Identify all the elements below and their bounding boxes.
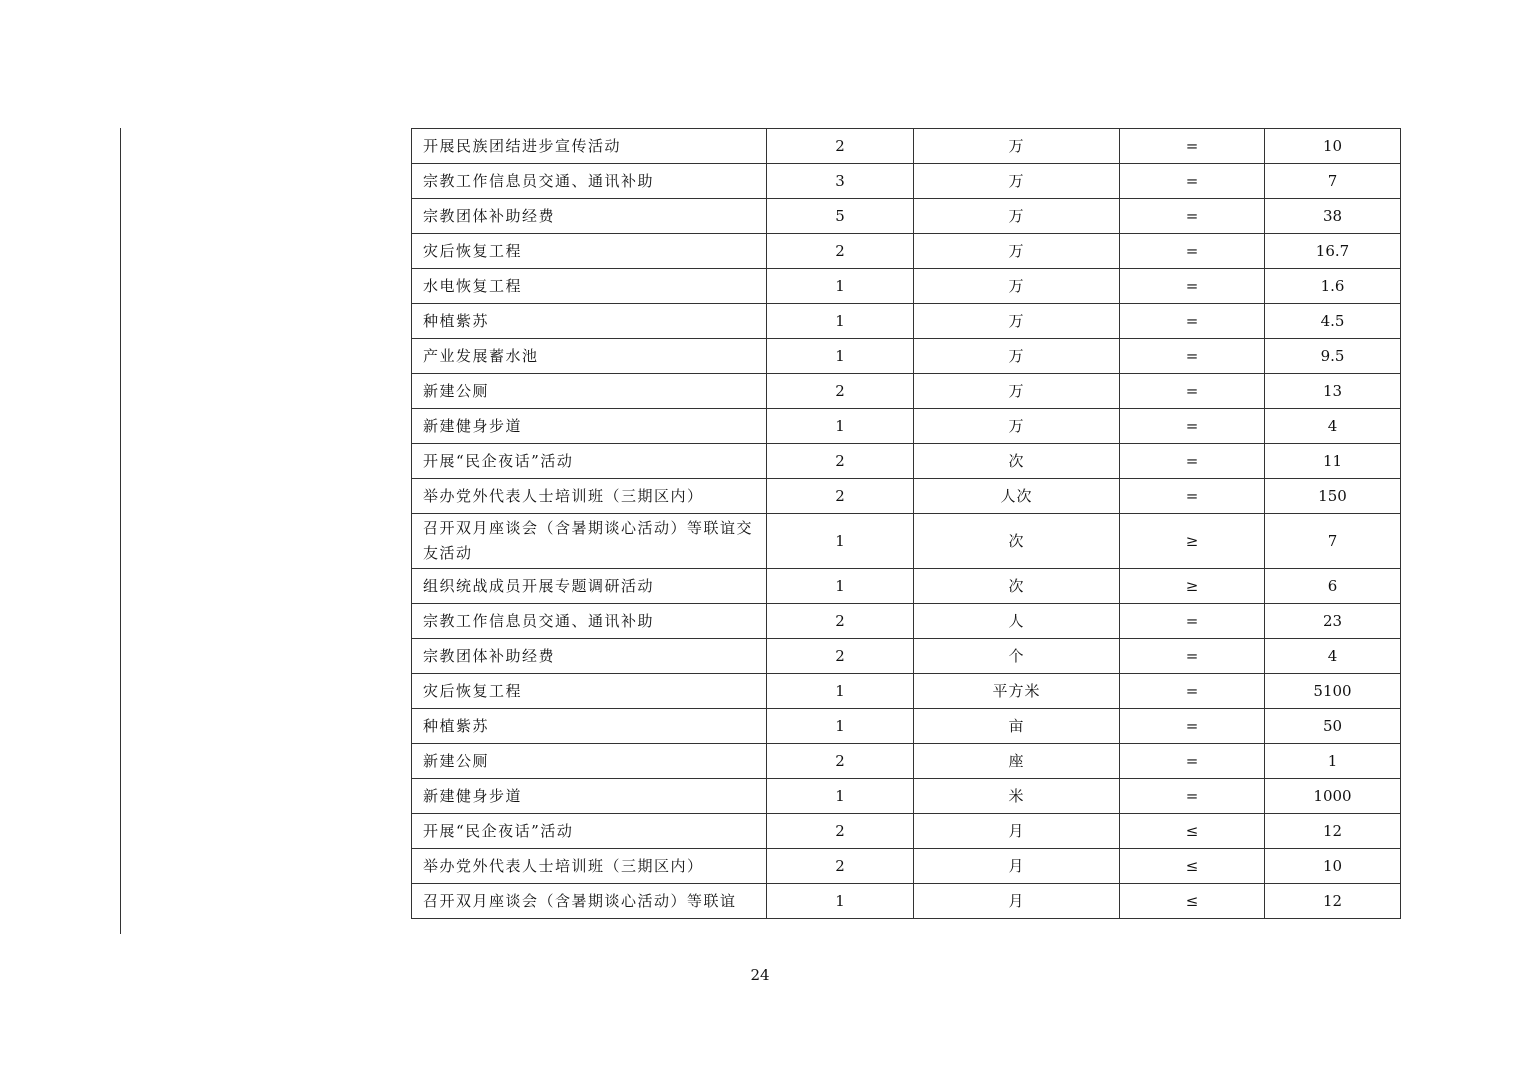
table-row [412,164,1401,199]
indicator-name-cell: 宗教团体补助经费 [412,199,767,234]
unit-cell: 万 [914,234,1120,269]
target-value-cell: 7 [1265,164,1401,199]
table-row [412,304,1401,339]
unit-cell: 万 [914,164,1120,199]
table-row [412,604,1401,639]
indicator-name-cell: 举办党外代表人士培训班（三期区内） [412,479,767,514]
indicator-name-cell: 种植紫苏 [412,709,767,744]
table-row [412,674,1401,709]
table-row [412,234,1401,269]
quantity-cell: 2 [767,849,914,884]
target-value-cell: 1 [1265,744,1401,779]
quantity-cell: 1 [767,409,914,444]
quantity-cell: 1 [767,709,914,744]
unit-cell: 人 [914,604,1120,639]
target-value-cell: 150 [1265,479,1401,514]
operator-cell: = [1120,709,1265,744]
target-value-cell: 7 [1265,514,1401,569]
indicator-name-cell: 新建公厕 [412,744,767,779]
unit-cell: 万 [914,129,1120,164]
operator-cell: = [1120,129,1265,164]
indicator-name-cell: 举办党外代表人士培训班（三期区内） [412,849,767,884]
unit-cell: 人次 [914,479,1120,514]
operator-cell: = [1120,234,1265,269]
quantity-cell: 2 [767,129,914,164]
target-value-cell: 4 [1265,409,1401,444]
operator-cell: = [1120,479,1265,514]
unit-cell: 月 [914,814,1120,849]
unit-cell: 米 [914,779,1120,814]
indicator-table-body [412,129,1401,919]
quantity-cell: 1 [767,884,914,919]
target-value-cell: 6 [1265,569,1401,604]
indicator-name-cell: 灾后恢复工程 [412,674,767,709]
target-value-cell: 50 [1265,709,1401,744]
target-value-cell: 5100 [1265,674,1401,709]
unit-cell: 次 [914,569,1120,604]
operator-cell: ≥ [1120,514,1265,569]
operator-cell: = [1120,199,1265,234]
quantity-cell: 2 [767,744,914,779]
unit-cell: 次 [914,514,1120,569]
quantity-cell: 2 [767,639,914,674]
operator-cell: = [1120,164,1265,199]
unit-cell: 万 [914,269,1120,304]
unit-cell: 万 [914,339,1120,374]
table-row [412,479,1401,514]
quantity-cell: 1 [767,304,914,339]
indicator-name-cell: 新建健身步道 [412,409,767,444]
unit-cell: 月 [914,849,1120,884]
unit-cell: 万 [914,409,1120,444]
table-row [412,269,1401,304]
table-row [412,409,1401,444]
quantity-cell: 1 [767,269,914,304]
indicator-name-cell: 开展民族团结进步宣传活动 [412,129,767,164]
table-row [412,849,1401,884]
table-row [412,639,1401,674]
quantity-cell: 5 [767,199,914,234]
indicator-name-cell: 宗教团体补助经费 [412,639,767,674]
page-number: 24 [750,966,770,984]
quantity-cell: 2 [767,444,914,479]
table-row [412,709,1401,744]
target-value-cell: 12 [1265,884,1401,919]
indicator-name-cell: 新建健身步道 [412,779,767,814]
table-row [412,779,1401,814]
unit-cell: 座 [914,744,1120,779]
operator-cell: = [1120,269,1265,304]
unit-cell: 平方米 [914,674,1120,709]
quantity-cell: 2 [767,234,914,269]
target-value-cell: 9.5 [1265,339,1401,374]
quantity-cell: 2 [767,604,914,639]
target-value-cell: 16.7 [1265,234,1401,269]
target-value-cell: 4 [1265,639,1401,674]
quantity-cell: 1 [767,339,914,374]
unit-cell: 次 [914,444,1120,479]
unit-cell: 个 [914,639,1120,674]
target-value-cell: 13 [1265,374,1401,409]
indicator-name-cell: 召开双月座谈会（含暑期谈心活动）等联谊交友活动 [412,514,767,569]
operator-cell: = [1120,674,1265,709]
table-row [412,374,1401,409]
unit-cell: 万 [914,199,1120,234]
indicator-name-cell: 水电恢复工程 [412,269,767,304]
target-value-cell: 10 [1265,129,1401,164]
operator-cell: = [1120,604,1265,639]
unit-cell: 万 [914,374,1120,409]
indicator-name-cell: 开展“民企夜话”活动 [412,814,767,849]
table-row [412,884,1401,919]
operator-cell: ≤ [1120,849,1265,884]
indicator-table [411,128,1401,919]
target-value-cell: 38 [1265,199,1401,234]
target-value-cell: 11 [1265,444,1401,479]
operator-cell: = [1120,374,1265,409]
target-value-cell: 4.5 [1265,304,1401,339]
target-value-cell: 12 [1265,814,1401,849]
quantity-cell: 1 [767,779,914,814]
indicator-name-cell: 召开双月座谈会（含暑期谈心活动）等联谊 [412,884,767,919]
indicator-name-cell: 宗教工作信息员交通、通讯补助 [412,164,767,199]
target-value-cell: 10 [1265,849,1401,884]
indicator-name-cell: 新建公厕 [412,374,767,409]
unit-cell: 万 [914,304,1120,339]
table-row [412,199,1401,234]
operator-cell: = [1120,779,1265,814]
operator-cell: = [1120,304,1265,339]
quantity-cell: 2 [767,479,914,514]
quantity-cell: 2 [767,374,914,409]
unit-cell: 亩 [914,709,1120,744]
table-row [412,129,1401,164]
target-value-cell: 1000 [1265,779,1401,814]
table-row [412,444,1401,479]
indicator-name-cell: 开展“民企夜话”活动 [412,444,767,479]
left-margin-rule [120,128,121,934]
target-value-cell: 1.6 [1265,269,1401,304]
operator-cell: ≤ [1120,814,1265,849]
quantity-cell: 2 [767,814,914,849]
quantity-cell: 1 [767,674,914,709]
quantity-cell: 1 [767,569,914,604]
table-row [412,339,1401,374]
indicator-name-cell: 组织统战成员开展专题调研活动 [412,569,767,604]
table-row [412,514,1401,569]
unit-cell: 月 [914,884,1120,919]
quantity-cell: 1 [767,514,914,569]
indicator-name-cell: 产业发展蓄水池 [412,339,767,374]
operator-cell: ≤ [1120,884,1265,919]
operator-cell: = [1120,639,1265,674]
table-row [412,814,1401,849]
operator-cell: = [1120,409,1265,444]
indicator-name-cell: 宗教工作信息员交通、通讯补助 [412,604,767,639]
operator-cell: = [1120,444,1265,479]
operator-cell: = [1120,339,1265,374]
table-row [412,569,1401,604]
operator-cell: = [1120,744,1265,779]
operator-cell: ≥ [1120,569,1265,604]
indicator-name-cell: 种植紫苏 [412,304,767,339]
indicator-name-cell: 灾后恢复工程 [412,234,767,269]
table-row [412,744,1401,779]
target-value-cell: 23 [1265,604,1401,639]
quantity-cell: 3 [767,164,914,199]
